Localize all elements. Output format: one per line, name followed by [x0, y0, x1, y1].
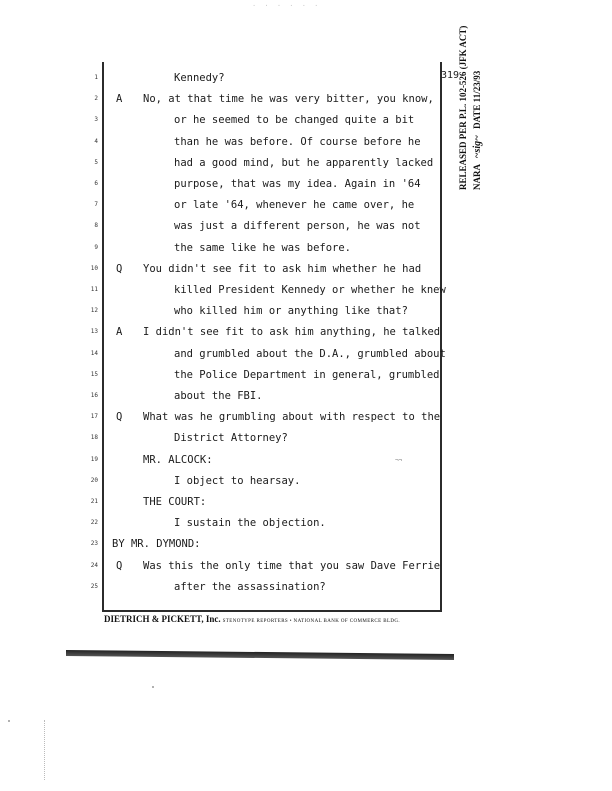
- line-text: the Police Department in general, grumbled: [174, 369, 440, 381]
- line-number: 25: [90, 583, 98, 590]
- line-number: 19: [90, 456, 98, 463]
- speaker-label: Q: [116, 560, 123, 572]
- speaker-label: A: [116, 326, 123, 338]
- line-text: was just a different person, he was not: [174, 220, 421, 232]
- speaker-label: Q: [116, 263, 123, 275]
- line-number: 22: [90, 519, 98, 526]
- speaker-label: Q: [116, 411, 123, 423]
- line-number: 3: [94, 116, 98, 123]
- line-text: than he was before. Of course before he: [174, 136, 421, 148]
- line-number: 4: [94, 138, 98, 145]
- line-number: 10: [90, 265, 98, 272]
- line-text: purpose, that was my idea. Again in '64: [174, 178, 421, 190]
- line-text: Kennedy?: [174, 72, 225, 84]
- line-number: 16: [90, 392, 98, 399]
- line-number: 18: [90, 434, 98, 441]
- line-text: District Attorney?: [174, 432, 288, 444]
- line-text: BY MR. DYMOND:: [112, 538, 201, 550]
- release-stamp-line-2: [472, 71, 483, 190]
- footer-tagline: STENOTYPE REPORTERS • NATIONAL BANK OF COMMERCE BLDG.: [222, 619, 401, 624]
- nara-label: NARA: [472, 164, 482, 190]
- footer-firm: DIETRICH & PICKETT, Inc.: [104, 614, 221, 624]
- date-label: DATE: [472, 104, 482, 129]
- line-number: 12: [90, 307, 98, 314]
- release-stamp: [458, 25, 524, 190]
- line-number: 20: [90, 477, 98, 484]
- line-number: 13: [90, 328, 98, 335]
- line-number: 8: [94, 222, 98, 229]
- line-text: had a good mind, but he apparently lacked: [174, 157, 434, 169]
- line-text: THE COURT:: [143, 496, 207, 508]
- release-stamp-line-1: RELEASED PER P.L. 102-526 (JFK ACT): [458, 25, 468, 190]
- line-number: 2: [94, 95, 98, 102]
- line-text: Was this the only time that you saw Dave Ferrie: [143, 560, 441, 572]
- margin-dot: [8, 720, 10, 722]
- line-text: or he seemed to be changed quite a bit: [174, 114, 415, 126]
- line-text: after the assassination?: [174, 581, 326, 593]
- line-text: No, at that time he was very bitter, you know,: [143, 93, 434, 105]
- line-number: 7: [94, 201, 98, 208]
- line-text: and grumbled about the D.A., grumbled about: [174, 348, 446, 360]
- line-text: who killed him or anything like that?: [174, 305, 408, 317]
- scan-bar: [66, 650, 454, 660]
- ink-mark: ¬¬: [395, 457, 403, 464]
- release-date: 11/23/93: [472, 70, 482, 103]
- margin-dot: [152, 686, 154, 688]
- top-smudge-mark: · · · · · ·: [252, 2, 321, 10]
- line-text: MR. ALCOCK:: [143, 454, 213, 466]
- line-number: 24: [90, 562, 98, 569]
- line-number: 11: [90, 286, 98, 293]
- line-number: 21: [90, 498, 98, 505]
- line-number: 6: [94, 180, 98, 187]
- margin-dots: [44, 720, 49, 780]
- line-text: You didn't see fit to ask him whether he had: [143, 263, 422, 275]
- footer: [104, 614, 400, 624]
- line-text: I object to hearsay.: [174, 475, 301, 487]
- line-text: What was he grumbling about with respect to the: [143, 411, 441, 423]
- nara-signature: ~sig~: [472, 135, 483, 159]
- line-number: 9: [94, 244, 98, 251]
- line-number: 17: [90, 413, 98, 420]
- line-number: 15: [90, 371, 98, 378]
- line-text: or late '64, whenever he came over, he: [174, 199, 415, 211]
- line-number: 5: [94, 159, 98, 166]
- line-number: 1: [94, 74, 98, 81]
- line-number: 14: [90, 350, 98, 357]
- line-text: killed President Kennedy or whether he knew: [174, 284, 446, 296]
- line-number: 23: [90, 540, 98, 547]
- speaker-label: A: [116, 93, 123, 105]
- page-number: 319: [441, 70, 460, 81]
- line-text: about the FBI.: [174, 390, 263, 402]
- line-text: I sustain the objection.: [174, 517, 326, 529]
- line-text: I didn't see fit to ask him anything, he talked: [143, 326, 441, 338]
- line-text: the same like he was before.: [174, 242, 352, 254]
